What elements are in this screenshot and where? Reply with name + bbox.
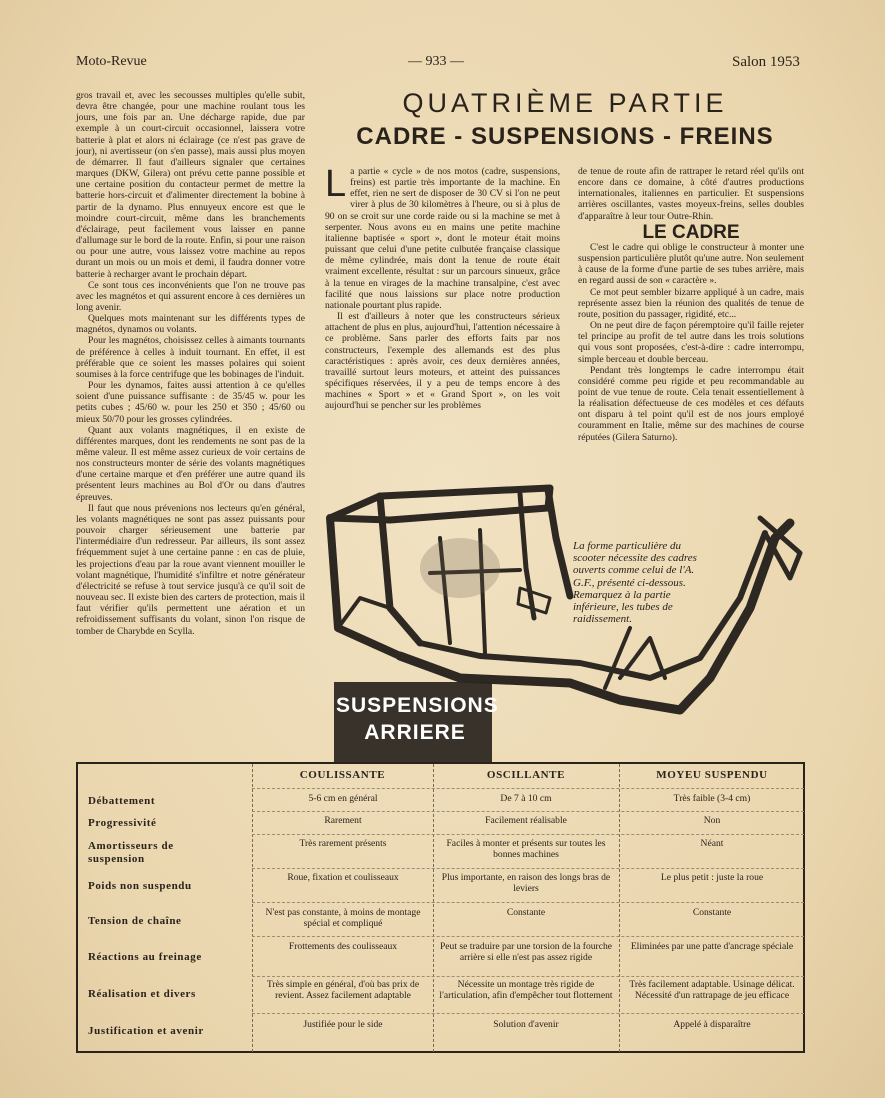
- table-cell: Faciles à monter et présents sur toutes les bonnes machines: [446, 838, 606, 860]
- table-cell: Non: [703, 815, 721, 826]
- paragraph: Pour les dynamos, faites aussi attention à ce qu'elles soient d'une puissance suffisante : de 35/45 w. pour les petits cubes ; 45/60 w. pour les 250 et 350 ; 45/60 ou mieux 50/70 pour les grosses cylindrées.: [76, 380, 305, 425]
- column-header: COULISSANTE: [299, 769, 386, 781]
- header-issue: Salon 1953: [732, 54, 800, 70]
- table-cell: Solution d'avenir: [493, 1019, 559, 1030]
- paragraph: On ne peut dire de façon péremptoire qu'il faille rejeter tel principe au profit de tel autre dans les trois solutions qui vous sont proposées, c'est-à-dire : cadre interrompu, simple berceau et double berceau.: [578, 320, 804, 365]
- paragraph: Ce mot peut sembler bizarre appliqué à un cadre, mais représente assez bien la réunion des qualités de tenue de route, position du passager, rigidité, etc...: [578, 286, 804, 320]
- table-cell: 5-6 cm en général: [308, 793, 378, 804]
- row-divider: [252, 976, 804, 977]
- paragraph: de tenue de route afin de rattraper le retard réel qu'ils ont encore dans ce domaine, à côté d'autres productions internationales, italiennes en particulier. Et suspensions arrières oscillantes, vastes moyeux-freins, selles doubles d'apparaître à leur tour Outre-Rhin.: [578, 166, 804, 222]
- table-divider: [433, 764, 434, 1052]
- column-header: MOYEU SUSPENDU: [656, 769, 768, 781]
- drop-cap: L: [325, 163, 347, 205]
- right-column: [578, 166, 804, 443]
- left-column: [76, 90, 305, 637]
- section-banner: [336, 692, 499, 746]
- table-cell: Très faible (3-4 cm): [673, 793, 751, 804]
- paragraph: Ce sont tous ces inconvénients que l'on ne trouve pas avec les magnétos et qui assurent encore à ces dernières un long avenir.: [76, 279, 305, 313]
- row-label: Justification et avenir: [88, 1025, 204, 1037]
- photo-caption: La forme particulière du scooter nécessite des cadres ouverts comme celui de l'A. G.F., présenté ci-dessous. Remarquez à la partie inférieure, les tubes de raidissement.: [573, 540, 697, 626]
- table-cell: Plus importante, en raison des longs bras de leviers: [441, 872, 611, 894]
- table-divider: [252, 764, 253, 1052]
- table-cell: Peut se traduire par une torsion de la fourche arrière si elle n'est pas assez rigide: [439, 941, 613, 963]
- banner-line: ARRIERE: [364, 721, 466, 744]
- table-cell: Roue, fixation et coulisseaux: [287, 872, 399, 883]
- part-title: QUATRIÈME PARTIE: [402, 88, 728, 118]
- row-label: Réactions au freinage: [88, 951, 202, 963]
- part-subtitle: CADRE - SUSPENSIONS - FREINS: [356, 123, 774, 150]
- paragraph: Quant aux volants magnétiques, il en existe de différentes marques, dont les rendements ne sont pas de la même valeur. Il est même assez curieux de voir certains de nos constructeurs monter de série des volants magnétiques d'une certaine marque et d'en préférer une autre quand ils présentent leurs machines au Bol d'Or ou dans d'autres épreuves.: [76, 424, 305, 503]
- table-cell: Le plus petit : juste la roue: [660, 872, 764, 883]
- column-header: OSCILLANTE: [486, 769, 566, 781]
- paragraph: Pour les magnétos, choisissez celles à aimants tournants de préférence à celles à induit tournant. En effet, il est préférable que ce soient les masses polaires qui soient soumises à la force centrifuge que les bobinages de l'induit.: [76, 335, 305, 380]
- table-cell: Très facilement adaptable. Usinage délicat. Nécessité d'un rattrapage de jeu efficace: [629, 979, 795, 1001]
- middle-column: [325, 163, 560, 412]
- row-divider: [252, 811, 804, 812]
- table-cell: Rarement: [324, 815, 362, 826]
- row-label: Débattement: [88, 795, 156, 807]
- row-divider: [252, 868, 804, 869]
- paragraph: Il faut que nous prévenions nos lecteurs qu'en général, les volants magnétiques ne sont pas assez puissants pour pouvoir charger sérieusement une batterie par l'intermédiaire d'un redresseur. Par ailleurs, ils sont assez fréquemment sujet à une certaine panne : en cas de pluie, les projections d'eau par la roue avant viennent mouiller le volant magnétique, l'humidité s'infiltre et notre générateur d'électricité se refuse à tout service jusqu'à ce qu'il soit de nouveau sec. Il existe bien des carters de protection, mais il faut vérifier qu'ils permettent une aération et un refroidissement suffisants du volant, sinon l'on risque de tomber de Charybde en Scylla.: [76, 502, 305, 637]
- row-divider: [252, 936, 804, 937]
- row-label: Amortisseurs de suspension: [88, 840, 174, 865]
- header-magazine-name: Moto-Revue: [76, 54, 147, 69]
- table-cell: Très simple en général, d'où bas prix de revient. Assez facilement adaptable: [266, 979, 420, 1001]
- paragraph-text: a partie « cycle » de nos motos (cadre, suspensions, freins) est partie très importante de la machine. En effet, rien ne sert de disposer de 30 CV si l'on ne peut virer à plus de 30 kilomètres à l'heure, ou si à plus de 90 on se croit sur une corde raide ou si la machine se met à serpenter. Nous avons eu en mains une petite machine italienne baptisée « sport », dont le moteur était moins puissant que celui d'une petite culbutée française classique de même cylindrée, mais dont la tenue de route était vraiment excellente, résultat : sur un parcours sinueux, grâce à la tenue en virages de la machine transalpine, c'est avec facilité que nous laissions sur place notre production nationale pourtant plus rapide.: [325, 166, 560, 311]
- paragraph: Il est d'ailleurs à noter que les constructeurs sérieux attachent de plus en plus, aujourd'hui, l'attention nécessaire à ce problème. Sans parler des efforts faits par nos constructeurs, l'exemple des allemands est des plus caractéristiques : après avoir, ces deux dernières années, travaillé surtout leurs moteurs, et atteint des puissances spécifiques réservées, il y a peu de temps encore à des machines « Sport » et « Grand Sport », on les voit aujourd'hui se pencher sur les problèmes: [325, 311, 560, 412]
- table-divider: [619, 764, 620, 1052]
- header-page-number: — 933 —: [408, 54, 464, 69]
- table-cell: Constante: [506, 907, 546, 918]
- row-divider: [252, 902, 804, 903]
- table-cell: Justifiée pour le side: [303, 1019, 383, 1030]
- paragraph: C'est le cadre qui oblige le constructeur à monter une suspension particulière plutôt qu'une autre. Non seulement à cause de la forme d'une partie de ses tubes arrière, mais en regard aussi de son « caractère ».: [578, 241, 804, 287]
- table-cell: Nécessite un montage très rigide de l'articulation, afin d'empêcher tout flottement: [439, 979, 613, 1001]
- paragraph: Pendant très longtemps le cadre interrompu était considéré comme peu rigide et peu recommandable au point de vue tenue de route. Cela tenait essentiellement à la réalisation défectueuse de ces modèles et ces défauts ont disparu à tel point qu'il est de nos jours employé couramment en Italie, même sur des machines de course réputées (Gilera Saturno).: [578, 364, 804, 443]
- paragraph: [325, 163, 560, 311]
- row-label: Poids non suspendu: [88, 880, 192, 892]
- table-cell: Facilement réalisable: [485, 815, 567, 826]
- row-divider: [252, 788, 804, 789]
- row-divider: [252, 1013, 804, 1014]
- table-cell: Néant: [700, 838, 724, 849]
- paragraph: Quelques mots maintenant sur les différents types de magnétos, dynamos ou volants.: [76, 313, 305, 336]
- table-cell: N'est pas constante, à moins de montage spécial et compliqué: [265, 907, 421, 929]
- row-divider: [252, 834, 804, 835]
- row-label: Réalisation et divers: [88, 988, 196, 1000]
- section-heading: LE CADRE: [642, 221, 740, 243]
- table-cell: Constante: [692, 907, 732, 918]
- row-label: Progressivité: [88, 817, 157, 829]
- table-cell: Appelé à disparaître: [673, 1019, 751, 1030]
- table-cell: Très rarement présents: [299, 838, 387, 849]
- table-cell: De 7 à 10 cm: [500, 793, 552, 804]
- table-cell: Eliminées par une patte d'ancrage spéciale: [630, 941, 794, 952]
- paragraph: gros travail et, avec les secousses multiples qu'elle subit, devra être changée, pour une machine roulant tous les jours, une fois par an. Une décharge rapide, due par exemple à un court-circuit occasionnel, laissera votre batterie à plat et alors ni éclairage (ce n'est pas grave de jour), ni avertisseur (on s'en passe), mais aussi plus moyen de démarrer. Il faut d'ailleurs signaler que certaines marques (DKW, Gilera) ont prévu cette panne possible et une certaine position du contacteur permet de mettre la batterie hors-circuit et d'alimenter directement la bobine à partir de la dynamo. Plus ennuyeux encore est que le moindre court-circuit, même dans les branchements d'éclairage, peut facilement vous laisser en panne d'allumage sur le bord de la route. Enfin, si pour une raison ou pour une autre, vous laissez votre machine au repos durant un mois ou un mois et demi, il faudra donner votre batterie à recharger avant le prochain départ.: [76, 90, 305, 280]
- row-label: Tension de chaîne: [88, 915, 182, 927]
- table-cell: Frottements des coulisseaux: [288, 941, 398, 952]
- banner-line: SUSPENSIONS: [336, 694, 499, 717]
